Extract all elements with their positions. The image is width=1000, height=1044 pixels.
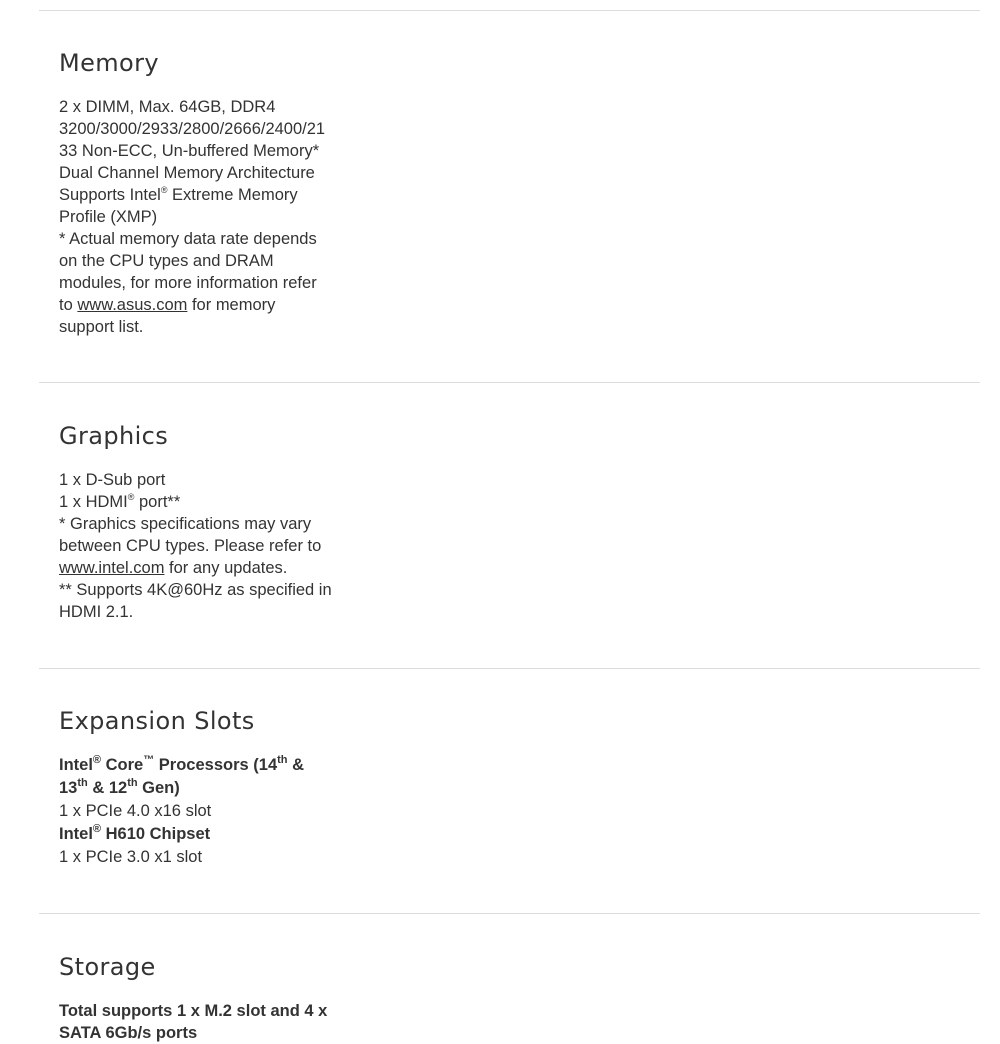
chipset-heading [59, 823, 339, 846]
divider [39, 10, 980, 11]
graphics-line: between CPU types. Please refer to [59, 537, 322, 555]
registered-mark: ® [92, 823, 102, 835]
chipset-intel-text: Intel [59, 825, 93, 843]
expansion-slot-line: 1 x PCIe 3.0 x1 slot [59, 848, 203, 866]
trademark-mark: ™ [143, 754, 155, 766]
cpu-processors-text: Processors (14 [154, 756, 278, 774]
memory-link-line [59, 294, 339, 316]
registered-mark: ® [160, 185, 168, 195]
memory-note-line: modules, for more information refer [59, 274, 317, 292]
gen13-text: 13 [59, 779, 78, 797]
memory-title: Memory [59, 49, 160, 77]
memory-line: 3200/3000/2933/2800/2666/2400/21 [59, 120, 326, 138]
ordinal-suffix: th [277, 754, 288, 766]
graphics-line: HDMI 2.1. [59, 603, 134, 621]
divider [39, 382, 980, 383]
storage-section [59, 952, 339, 1044]
cpu-core-text: Core [101, 756, 144, 774]
storage-heading-text: Total supports 1 x M.2 slot and 4 x [59, 1002, 328, 1020]
graphics-section [59, 421, 339, 623]
storage-heading [59, 1000, 339, 1022]
memory-link-suffix: for memory [187, 296, 276, 314]
graphics-details [59, 469, 339, 623]
memory-line: support list. [59, 318, 144, 336]
memory-xmp-suffix: Extreme Memory [167, 186, 298, 204]
expansion-section [59, 706, 339, 869]
gen12-text: & 12 [87, 779, 128, 797]
asus-link[interactable]: www.asus.com [77, 296, 188, 314]
expansion-details [59, 754, 339, 869]
memory-line: Profile (XMP) [59, 208, 158, 226]
memory-note-line: on the CPU types and DRAM [59, 252, 274, 270]
storage-heading-text: SATA 6Gb/s ports [59, 1024, 198, 1042]
ordinal-suffix: th [77, 777, 88, 789]
storage-heading-cont [59, 1022, 339, 1044]
ordinal-suffix: th [127, 777, 138, 789]
hdmi-prefix: 1 x HDMI [59, 493, 128, 511]
cpu-amp-text: & [287, 756, 305, 774]
registered-mark: ® [92, 754, 102, 766]
gen-suffix-text: Gen) [137, 779, 180, 797]
memory-section [59, 48, 339, 338]
expansion-slot-line: 1 x PCIe 4.0 x16 slot [59, 802, 212, 820]
memory-link-prefix: to [59, 296, 78, 314]
memory-xmp-prefix: Supports Intel [59, 186, 161, 204]
registered-mark: ® [127, 492, 135, 502]
chipset-text: H610 Chipset [101, 825, 211, 843]
divider [39, 913, 980, 914]
memory-xmp-line [59, 184, 339, 206]
graphics-line: ** Supports 4K@60Hz as specified in [59, 581, 332, 599]
memory-line: 2 x DIMM, Max. 64GB, DDR4 [59, 98, 276, 116]
graphics-link-line [59, 557, 339, 579]
graphics-line: * Graphics specifications may vary [59, 515, 312, 533]
memory-note-line: * Actual memory data rate depends [59, 230, 317, 248]
cpu-heading-cont [59, 777, 339, 800]
memory-details [59, 96, 339, 338]
storage-details [59, 1000, 339, 1044]
cpu-intel-text: Intel [59, 756, 93, 774]
memory-line: Dual Channel Memory Architecture [59, 164, 315, 182]
storage-title: Storage [59, 953, 156, 981]
graphics-hdmi-line [59, 491, 339, 513]
cpu-heading [59, 754, 339, 777]
graphics-title: Graphics [59, 422, 169, 450]
hdmi-suffix: port** [134, 493, 181, 511]
memory-line: 33 Non-ECC, Un-buffered Memory* [59, 142, 320, 160]
intel-link-suffix: for any updates. [164, 559, 288, 577]
divider [39, 668, 980, 669]
expansion-title: Expansion Slots [59, 707, 255, 735]
graphics-line: 1 x D-Sub port [59, 471, 166, 489]
intel-link[interactable]: www.intel.com [59, 559, 165, 577]
